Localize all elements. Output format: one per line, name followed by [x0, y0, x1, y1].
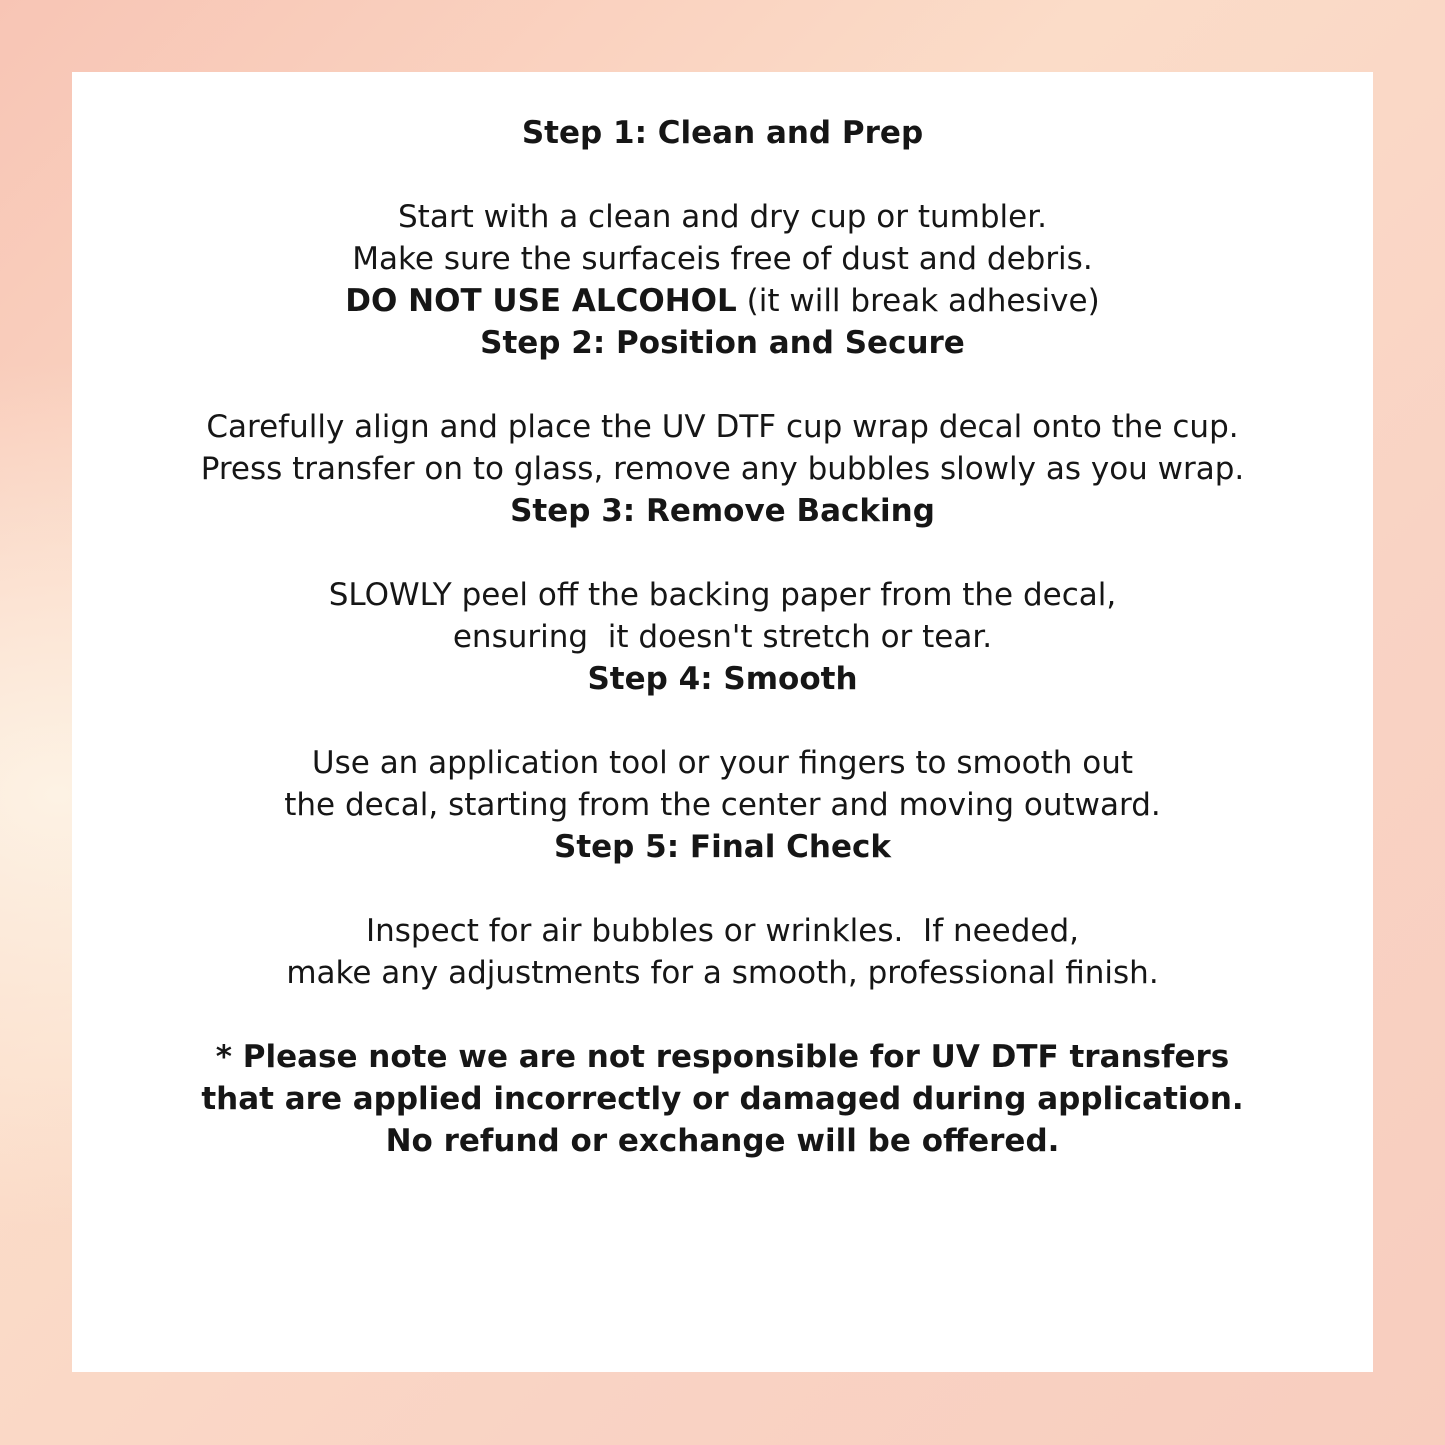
- step-1-line-2: Make sure the surfaceis free of dust and debris.: [352, 241, 1093, 277]
- step-1-body: [86, 196, 1359, 322]
- step-4-body: [86, 742, 1359, 826]
- disclaimer-line-1: * Please note we are not responsible for UV DTF transfers: [215, 1039, 1230, 1075]
- disclaimer-line-3: No refund or exchange will be offered.: [385, 1123, 1060, 1159]
- disclaimer-note: [86, 1036, 1359, 1162]
- instruction-card: [72, 72, 1373, 1372]
- step-3-line-1: SLOWLY peel off the backing paper from the decal,: [328, 577, 1117, 613]
- step-5-heading: Step 5: Final Check: [554, 829, 891, 865]
- do-not-use-alcohol-emphasis: DO NOT USE ALCOHOL: [345, 283, 737, 319]
- step-2-line-1: Carefully align and place the UV DTF cup wrap decal onto the cup.: [206, 409, 1239, 445]
- step-5-body: [86, 910, 1359, 994]
- step-5-line-2: make any adjustments for a smooth, professional finish.: [286, 955, 1159, 991]
- step-3-body: [86, 574, 1359, 658]
- step-1-line-3: [86, 280, 1359, 322]
- step-1-heading: Step 1: Clean and Prep: [521, 115, 924, 151]
- step-2-heading: Step 2: Position and Secure: [480, 325, 965, 361]
- disclaimer-line-2: that are applied incorrectly or damaged during application.: [201, 1081, 1244, 1117]
- step-3-line-2: ensuring it doesn't stretch or tear.: [452, 619, 993, 655]
- step-1-line-1: Start with a clean and dry cup or tumbler.: [398, 199, 1047, 235]
- step-3-heading: Step 3: Remove Backing: [510, 493, 935, 529]
- step-5-line-1: Inspect for air bubbles or wrinkles. If needed,: [365, 913, 1080, 949]
- step-4-heading: Step 4: Smooth: [587, 661, 858, 697]
- step-4-line-1: Use an application tool or your fingers to smooth out: [311, 745, 1134, 781]
- step-4-line-2: the decal, starting from the center and moving outward.: [284, 787, 1161, 823]
- alcohol-warning-rest: (it will break adhesive): [736, 283, 1100, 319]
- step-2-line-2: Press transfer on to glass, remove any bubbles slowly as you wrap.: [200, 451, 1245, 487]
- step-2-body: [86, 406, 1359, 490]
